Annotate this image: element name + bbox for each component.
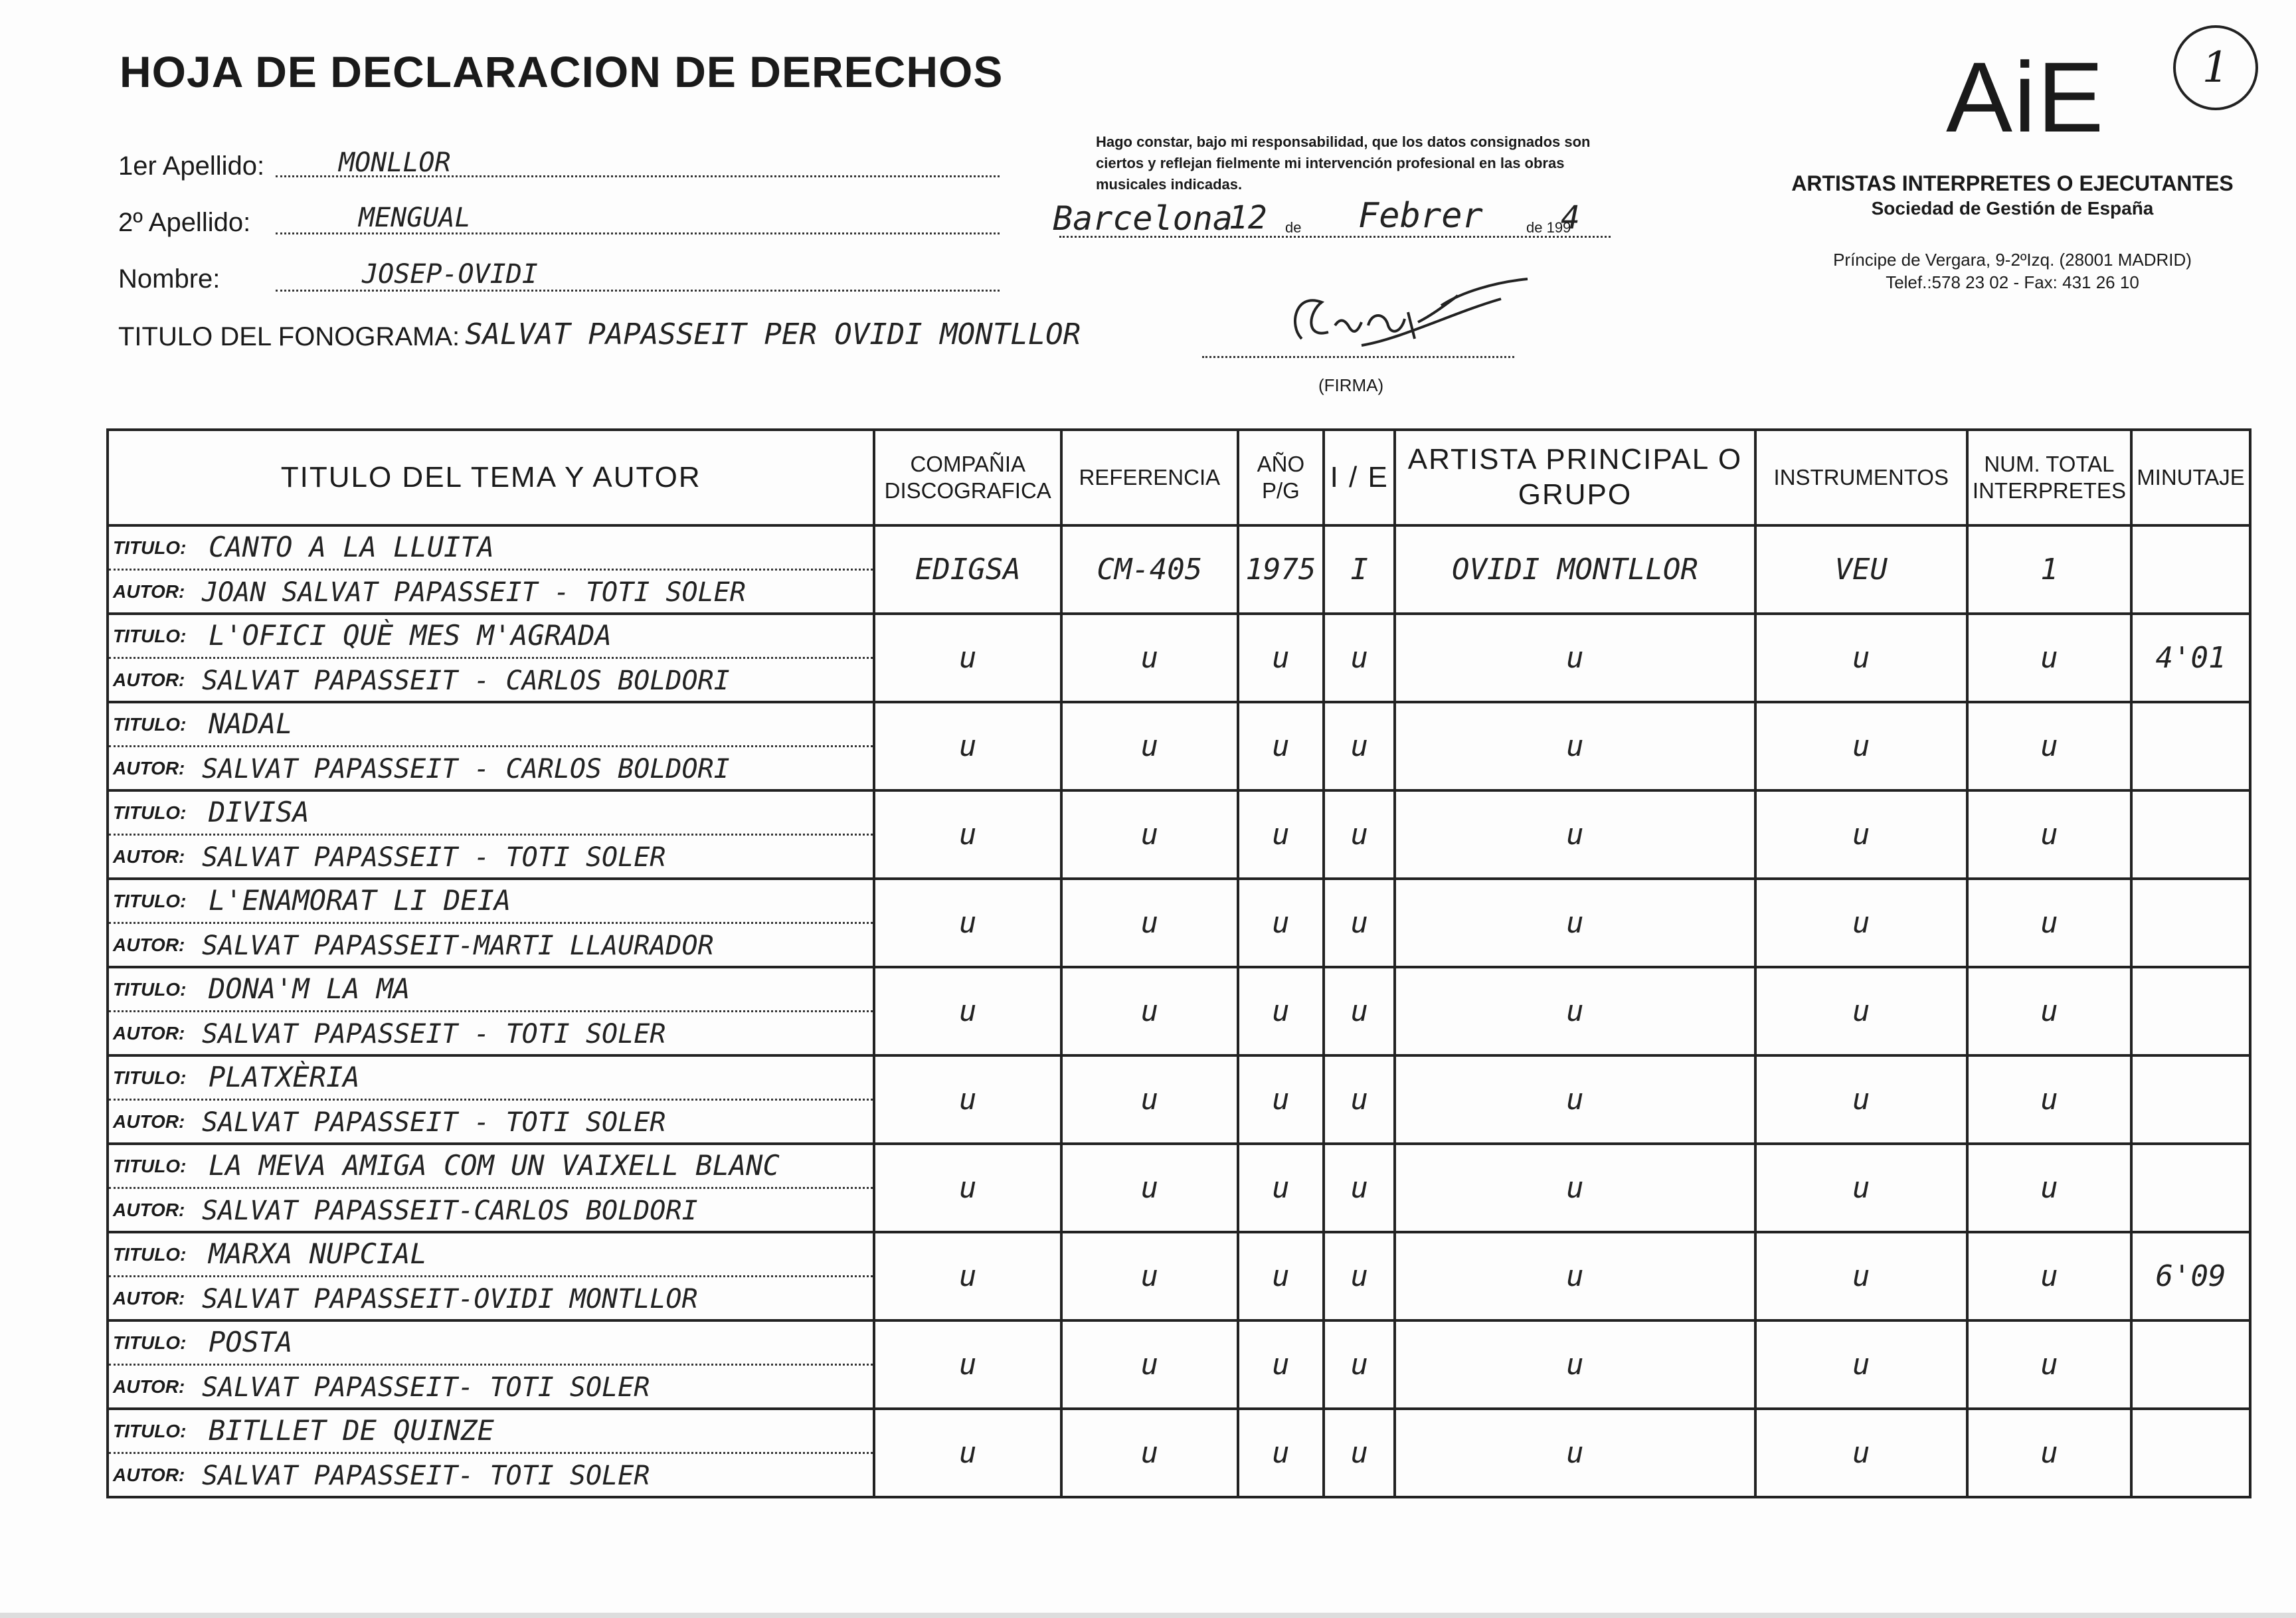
referencia-cell: u (1061, 702, 1237, 790)
signature (1282, 266, 1561, 375)
fonograma-value: SALVAT PAPASSEIT PER OVIDI MONTLLOR (465, 317, 1081, 351)
header-num: NUM. TOTAL INTERPRETES (1967, 430, 2131, 525)
titulo-label: TITULO: (113, 1421, 187, 1441)
autor-line (109, 571, 873, 612)
instrumentos-cell: u (1755, 790, 1967, 879)
titulo-line (109, 1410, 873, 1454)
compania-cell: u (874, 614, 1061, 702)
autor-label: AUTOR: (113, 846, 185, 867)
header-ano: AÑO P/G (1238, 430, 1324, 525)
titulo-line (109, 615, 873, 659)
header-instrumentos: INSTRUMENTOS (1755, 430, 1967, 525)
instrumentos-cell: u (1755, 1144, 1967, 1232)
song-title: NADAL (209, 707, 293, 740)
song-cell (108, 702, 874, 790)
referencia-cell: u (1061, 790, 1237, 879)
minutaje-cell (2131, 1144, 2250, 1232)
autor-line (109, 1101, 873, 1142)
ie-cell: u (1324, 1055, 1395, 1144)
date-de-1: de (1285, 219, 1302, 236)
ie-cell: u (1324, 1144, 1395, 1232)
ano-cell: u (1238, 702, 1324, 790)
org-subtitle: Sociedad de Gestión de España (1871, 198, 2154, 219)
ie-cell: u (1324, 614, 1395, 702)
declaration-place: Barcelona (1053, 199, 1233, 238)
titulo-line (109, 703, 873, 747)
song-title: PLATXÈRIA (209, 1061, 360, 1093)
num-cell: 1 (1967, 525, 2131, 614)
ano-cell: 1975 (1238, 525, 1324, 614)
referencia-cell: u (1061, 614, 1237, 702)
org-address-line: Príncipe de Vergara, 9-2ºIzq. (28001 MADRID) (1833, 250, 2192, 270)
header-compania: COMPAÑIA DISCOGRAFICA (874, 430, 1061, 525)
field-line-nombre (276, 290, 1000, 292)
table-row (108, 1320, 2250, 1409)
ie-cell: u (1324, 879, 1395, 967)
scan-edge (0, 1613, 2296, 1618)
field-value-apellido2: MENGUAL (359, 203, 471, 233)
referencia-cell: u (1061, 1232, 1237, 1320)
page-title: HOJA DE DECLARACION DE DERECHOS (120, 47, 1004, 96)
artista-cell: u (1395, 967, 1755, 1055)
autor-label: AUTOR: (113, 935, 185, 955)
table-row (108, 525, 2250, 614)
field-label-nombre: Nombre: (118, 264, 221, 294)
titulo-label: TITULO: (113, 1332, 187, 1353)
artista-cell: u (1395, 1055, 1755, 1144)
compania-cell: u (874, 1409, 1061, 1497)
aie-logo (1946, 40, 2105, 155)
titulo-line (109, 1322, 873, 1366)
minutaje-cell (2131, 525, 2250, 614)
artista-cell: u (1395, 1320, 1755, 1409)
num-cell: u (1967, 1409, 2131, 1497)
song-author: SALVAT PAPASSEIT-CARLOS BOLDORI (202, 1196, 698, 1226)
num-cell: u (1967, 614, 2131, 702)
table-row (108, 1409, 2250, 1497)
autor-line (109, 1189, 873, 1231)
rights-table (106, 428, 2252, 1498)
song-author: JOAN SALVAT PAPASSEIT - TOTI SOLER (202, 577, 746, 608)
referencia-cell: u (1061, 879, 1237, 967)
titulo-label: TITULO: (113, 537, 187, 558)
table-row (108, 967, 2250, 1055)
declaration-text: Hago constar, bajo mi responsabilidad, que los datos consignados son ciertos y reflejan fielmente mi intervención profesional en las obras musicales indicadas. (1096, 134, 1591, 193)
declaration-day: 12 (1229, 199, 1267, 236)
autor-line (109, 1454, 873, 1496)
song-author: SALVAT PAPASSEIT-OVIDI MONTLLOR (202, 1284, 698, 1314)
song-title: CANTO A LA LLUITA (209, 531, 494, 563)
instrumentos-cell: VEU (1755, 525, 1967, 614)
compania-cell: u (874, 1055, 1061, 1144)
signature-line (1202, 356, 1514, 358)
num-cell: u (1967, 1144, 2131, 1232)
song-author: SALVAT PAPASSEIT- TOTI SOLER (202, 1461, 650, 1491)
field-label-apellido1: 1er Apellido: (118, 151, 265, 181)
autor-label: AUTOR: (113, 670, 185, 690)
ie-cell: I (1324, 525, 1395, 614)
compania-cell: EDIGSA (874, 525, 1061, 614)
instrumentos-cell: u (1755, 1409, 1967, 1497)
autor-label: AUTOR: (113, 1288, 185, 1308)
ano-cell: u (1238, 1409, 1324, 1497)
org-phone-line: Telef.:578 23 02 - Fax: 431 26 10 (1886, 272, 2139, 292)
song-title: LA MEVA AMIGA COM UN VAIXELL BLANC (209, 1149, 780, 1182)
autor-line (109, 1366, 873, 1407)
table-row (108, 614, 2250, 702)
ano-cell: u (1238, 1144, 1324, 1232)
instrumentos-cell: u (1755, 879, 1967, 967)
firma-label: (FIRMA) (1318, 375, 1384, 395)
song-cell (108, 790, 874, 879)
referencia-cell: u (1061, 1144, 1237, 1232)
compania-cell: u (874, 967, 1061, 1055)
ie-cell: u (1324, 967, 1395, 1055)
num-cell: u (1967, 1232, 2131, 1320)
org-name: ARTISTAS INTERPRETES O EJECUTANTES (1791, 171, 2234, 195)
instrumentos-cell: u (1755, 614, 1967, 702)
titulo-label: TITULO: (113, 1156, 187, 1176)
song-title: POSTA (209, 1326, 293, 1358)
referencia-cell: u (1061, 1409, 1237, 1497)
ano-cell: u (1238, 967, 1324, 1055)
org-address (1753, 249, 2271, 294)
minutaje-cell (2131, 790, 2250, 879)
table-row (108, 1144, 2250, 1232)
referencia-cell: u (1061, 1320, 1237, 1409)
song-author: SALVAT PAPASSEIT - CARLOS BOLDORI (202, 666, 730, 696)
autor-line (109, 659, 873, 701)
autor-line (109, 924, 873, 966)
song-cell (108, 1232, 874, 1320)
minutaje-cell (2131, 702, 2250, 790)
instrumentos-cell: u (1755, 1055, 1967, 1144)
header-artista: ARTISTA PRINCIPAL O GRUPO (1395, 430, 1755, 525)
autor-label: AUTOR: (113, 1023, 185, 1043)
artista-cell: u (1395, 1144, 1755, 1232)
ie-cell: u (1324, 1409, 1395, 1497)
autor-line (109, 1012, 873, 1054)
ano-cell: u (1238, 1232, 1324, 1320)
autor-label: AUTOR: (113, 1111, 185, 1132)
autor-line (109, 747, 873, 789)
ano-cell: u (1238, 1055, 1324, 1144)
minutaje-cell (2131, 967, 2250, 1055)
titulo-line (109, 1145, 873, 1189)
titulo-line (109, 527, 873, 571)
titulo-label: TITULO: (113, 979, 187, 1000)
header-tema: TITULO DEL TEMA Y AUTOR (108, 430, 874, 525)
referencia-cell: u (1061, 1055, 1237, 1144)
instrumentos-cell: u (1755, 1320, 1967, 1409)
page-number-circle: 1 (2173, 25, 2258, 110)
ie-cell: u (1324, 1320, 1395, 1409)
titulo-line (109, 880, 873, 924)
header-minutaje: MINUTAJE (2131, 430, 2250, 525)
titulo-line (109, 1057, 873, 1101)
declaration-year-digit: 4 (1561, 199, 1580, 236)
compania-cell: u (874, 1232, 1061, 1320)
song-cell (108, 1320, 874, 1409)
minutaje-cell (2131, 1055, 2250, 1144)
field-value-nombre: JOSEP-OVIDI (362, 259, 538, 290)
aie-logo-text: AiE (1946, 41, 2105, 153)
field-label-apellido2: 2º Apellido: (118, 208, 251, 237)
titulo-line (109, 1233, 873, 1277)
song-title: L'ENAMORAT LI DEIA (209, 884, 511, 917)
titulo-label: TITULO: (113, 1244, 187, 1265)
table-row (108, 702, 2250, 790)
compania-cell: u (874, 1144, 1061, 1232)
num-cell: u (1967, 1320, 2131, 1409)
titulo-label: TITULO: (113, 802, 187, 823)
ie-cell: u (1324, 702, 1395, 790)
header-referencia: REFERENCIA (1061, 430, 1237, 525)
ie-cell: u (1324, 1232, 1395, 1320)
minutaje-cell: 6'09 (2131, 1232, 2250, 1320)
song-author: SALVAT PAPASSEIT - TOTI SOLER (202, 1107, 666, 1138)
song-cell (108, 525, 874, 614)
artista-cell: u (1395, 879, 1755, 967)
song-title: DONA'M LA MA (209, 972, 410, 1005)
minutaje-cell (2131, 879, 2250, 967)
num-cell: u (1967, 879, 2131, 967)
field-value-apellido1: MONLLOR (339, 147, 451, 178)
ano-cell: u (1238, 790, 1324, 879)
autor-label: AUTOR: (113, 581, 185, 602)
table-header-row (108, 430, 2250, 525)
song-cell (108, 1409, 874, 1497)
song-cell (108, 1144, 874, 1232)
titulo-line (109, 792, 873, 836)
autor-line (109, 836, 873, 877)
autor-line (109, 1277, 873, 1319)
minutaje-cell: 4'01 (2131, 614, 2250, 702)
num-cell: u (1967, 790, 2131, 879)
song-title: MARXA NUPCIAL (209, 1237, 427, 1270)
compania-cell: u (874, 879, 1061, 967)
song-author: SALVAT PAPASSEIT- TOTI SOLER (202, 1372, 650, 1403)
song-author: SALVAT PAPASSEIT - TOTI SOLER (202, 1019, 666, 1049)
artista-cell: u (1395, 1409, 1755, 1497)
table-row (108, 879, 2250, 967)
referencia-cell: u (1061, 967, 1237, 1055)
num-cell: u (1967, 967, 2131, 1055)
song-author: SALVAT PAPASSEIT-MARTI LLAURADOR (202, 931, 714, 961)
autor-label: AUTOR: (113, 758, 185, 778)
ie-cell: u (1324, 790, 1395, 879)
ano-cell: u (1238, 1320, 1324, 1409)
minutaje-cell (2131, 1409, 2250, 1497)
minutaje-cell (2131, 1320, 2250, 1409)
artista-cell: OVIDI MONTLLOR (1395, 525, 1755, 614)
titulo-label: TITULO: (113, 714, 187, 735)
referencia-cell: CM-405 (1061, 525, 1237, 614)
compania-cell: u (874, 702, 1061, 790)
table-row (108, 790, 2250, 879)
song-cell (108, 967, 874, 1055)
table-row (108, 1232, 2250, 1320)
artista-cell: u (1395, 790, 1755, 879)
song-cell (108, 879, 874, 967)
fonograma-label: TITULO DEL FONOGRAMA: (118, 322, 460, 351)
artista-cell: u (1395, 702, 1755, 790)
titulo-label: TITULO: (113, 891, 187, 911)
artista-cell: u (1395, 1232, 1755, 1320)
song-title: L'OFICI QUÈ MES M'AGRADA (209, 619, 612, 652)
compania-cell: u (874, 1320, 1061, 1409)
song-author: SALVAT PAPASSEIT - TOTI SOLER (202, 842, 666, 873)
song-cell (108, 614, 874, 702)
song-cell (108, 1055, 874, 1144)
num-cell: u (1967, 702, 2131, 790)
song-title: BITLLET DE QUINZE (209, 1414, 494, 1447)
autor-label: AUTOR: (113, 1376, 185, 1397)
declaration-month: Febrer (1358, 196, 1483, 236)
titulo-line (109, 968, 873, 1012)
num-cell: u (1967, 1055, 2131, 1144)
artista-cell: u (1395, 614, 1755, 702)
instrumentos-cell: u (1755, 702, 1967, 790)
header-ie: I / E (1324, 430, 1395, 525)
ano-cell: u (1238, 614, 1324, 702)
autor-label: AUTOR: (113, 1465, 185, 1485)
song-title: DIVISA (209, 796, 309, 828)
titulo-label: TITULO: (113, 626, 187, 646)
ano-cell: u (1238, 879, 1324, 967)
song-author: SALVAT PAPASSEIT - CARLOS BOLDORI (202, 754, 730, 784)
compania-cell: u (874, 790, 1061, 879)
date-de-2: de 199 (1526, 219, 1571, 236)
table-row (108, 1055, 2250, 1144)
instrumentos-cell: u (1755, 1232, 1967, 1320)
titulo-label: TITULO: (113, 1067, 187, 1088)
autor-label: AUTOR: (113, 1200, 185, 1220)
instrumentos-cell: u (1755, 967, 1967, 1055)
